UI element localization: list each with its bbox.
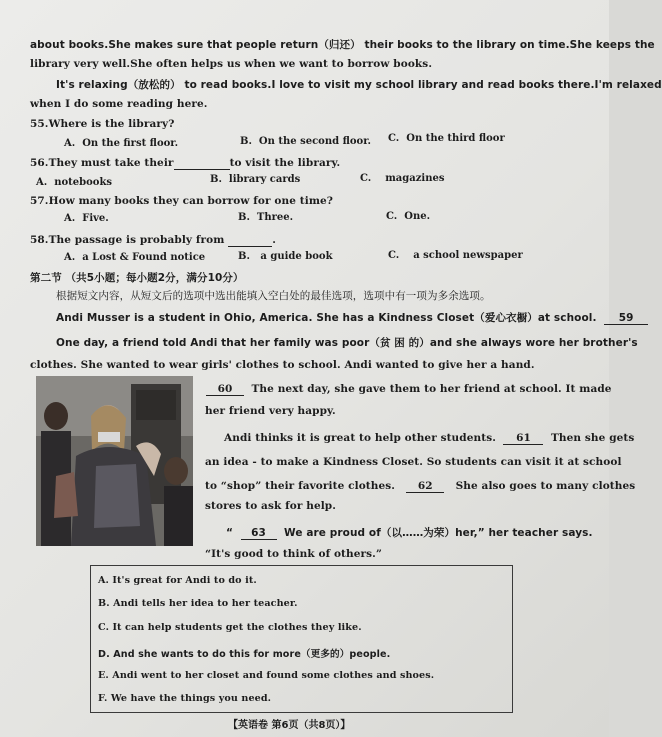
students-photo <box>36 376 193 546</box>
answer-blank <box>228 234 272 247</box>
q56-option-b <box>210 174 300 185</box>
option-text: a guide book <box>260 251 333 262</box>
passage-line-2: library very well.She often helps us when we want to borrow books. <box>30 58 433 70</box>
q57-option-a <box>64 213 109 224</box>
question-57-stem: 57.How many books they can borrow for one time? <box>30 195 334 207</box>
passage2-p3b: her friend very happy. <box>205 405 336 417</box>
p4c-after: She also goes to many clothes <box>455 480 636 492</box>
passage-line-1: about books.She makes sure that people return（归还） their books to the library on time.She keeps the <box>30 39 655 51</box>
option-letter: B. <box>238 251 250 262</box>
q57-option-b <box>238 212 293 223</box>
stem-after: . <box>272 234 276 246</box>
passage2-p5b: “It's good to think of others.” <box>205 548 383 560</box>
question-56-stem <box>30 157 340 170</box>
q57-option-c <box>386 211 430 222</box>
q58-option-c <box>388 250 523 261</box>
p4a-before: Andi thinks it is great to help other students. <box>224 432 496 444</box>
section-title: 第二节 （共5小题；每小题2分，满分10分） <box>30 272 244 284</box>
q55-option-a <box>64 138 178 149</box>
stem-after: to visit the library. <box>229 157 341 169</box>
p3a-text: The next day, she gave them to her friend at school. It made <box>251 383 612 395</box>
quote-open: “ <box>226 527 234 539</box>
choice-d: D. And she wants to do this for more（更多的）people. <box>98 649 391 660</box>
q55-option-b <box>240 136 371 147</box>
option-letter: C. <box>388 250 400 261</box>
p4c-before: to “shop” their favorite clothes. <box>205 480 396 492</box>
passage-line-3: It's relaxing（放松的） to read books.I love to visit my school library and read books there.I'm relaxed <box>56 79 662 91</box>
choice-a: A. It's great for Andi to do it. <box>98 575 257 586</box>
question-55-stem: 55.Where is the library? <box>30 118 175 130</box>
section-instruction: 根据短文内容，从短文后的选项中选出能填入空白处的最佳选项，选项中有一项为多余选项。 <box>56 290 491 302</box>
option-letter: B. <box>238 212 250 223</box>
question-58-stem <box>30 234 276 247</box>
option-text: On the first floor. <box>82 138 179 149</box>
stem-before: 56.They must take their <box>30 157 174 169</box>
choice-b: B. Andi tells her idea to her teacher. <box>98 598 298 609</box>
choice-c: C. It can help students get the clothes they like. <box>98 622 362 633</box>
p1-text: Andi Musser is a student in Ohio, America. She has a Kindness Closet（爱心衣橱）at school. <box>56 312 597 324</box>
option-letter: C. <box>386 211 398 222</box>
option-text: Five. <box>82 213 109 224</box>
option-letter: A. <box>64 252 76 263</box>
option-letter: A. <box>64 138 76 149</box>
q55-option-c <box>388 133 505 144</box>
option-text: notebooks <box>54 177 113 188</box>
page-footer: 【英语卷 第6页（共8页）】 <box>228 720 351 731</box>
option-text: On the second floor. <box>258 136 372 147</box>
p4a-after: Then she gets <box>551 432 635 444</box>
passage-line-4: when I do some reading here. <box>30 98 208 110</box>
option-letter: C. <box>360 173 372 184</box>
option-text: a Lost & Found notice <box>82 252 206 263</box>
photo-illustration <box>36 376 193 546</box>
option-text: library cards <box>228 174 301 185</box>
stem-before: 58.The passage is probably from <box>30 234 225 246</box>
passage2-p4c <box>205 480 635 493</box>
passage2-p2b: clothes. She wanted to wear girls' clothes to school. Andi wanted to give her a hand. <box>30 359 535 371</box>
blank-62: 62 <box>406 480 444 493</box>
passage2-p4b: an idea - to make a Kindness Closet. So students can visit it at school <box>205 456 622 468</box>
choices-box <box>90 565 513 713</box>
option-letter: A. <box>36 177 48 188</box>
option-letter: B. <box>210 174 222 185</box>
blank-60: 60 <box>206 383 244 396</box>
answer-blank <box>174 157 230 170</box>
passage2-p2a: One day, a friend told Andi that her family was poor（贫 困 的）and she always wore her brother's <box>56 337 638 349</box>
blank-59: 59 <box>604 312 648 325</box>
option-letter: C. <box>388 133 400 144</box>
passage2-p5a <box>226 525 593 540</box>
choice-f: F. We have the things you need. <box>98 693 272 704</box>
choice-e: E. Andi went to her closet and found some clothes and shoes. <box>98 670 435 681</box>
option-text: One. <box>404 211 431 222</box>
option-text: magazines <box>385 173 445 184</box>
p5a-text: We are proud of（以……为荣）her,” her teacher says. <box>284 527 593 539</box>
blank-63: 63 <box>241 527 277 540</box>
option-letter: B. <box>240 136 252 147</box>
blank-61: 61 <box>503 432 543 445</box>
option-text: On the third floor <box>406 133 505 144</box>
q56-option-c <box>360 173 444 184</box>
option-text: Three. <box>256 212 294 223</box>
q58-option-a <box>64 252 205 263</box>
q58-option-b <box>238 251 333 262</box>
passage2-p3a <box>206 383 612 396</box>
passage2-p4a <box>224 432 634 445</box>
q56-option-a <box>36 177 112 188</box>
option-letter: A. <box>64 213 76 224</box>
option-text: a school newspaper <box>413 250 523 261</box>
passage2-p1 <box>56 310 648 325</box>
passage2-p4d: stores to ask for help. <box>205 500 337 512</box>
